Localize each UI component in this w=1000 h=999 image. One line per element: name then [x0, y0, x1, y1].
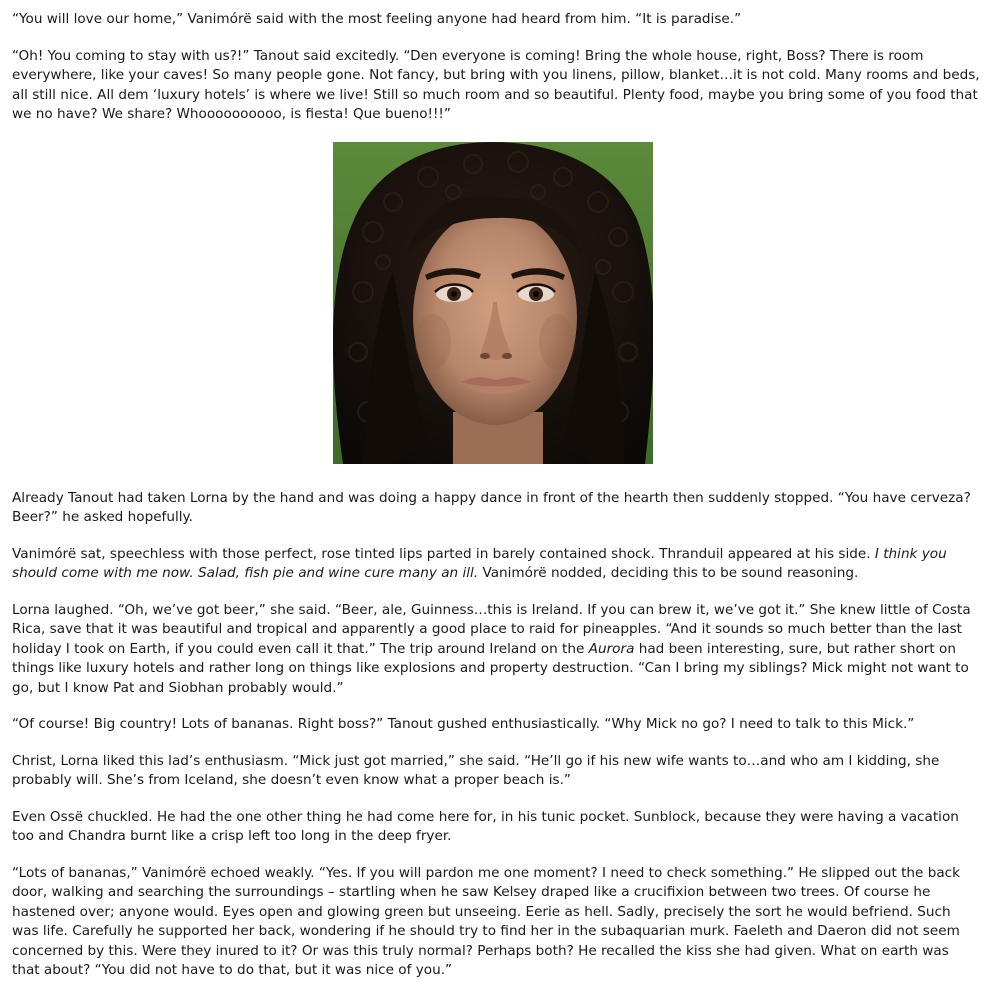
- paragraph-4-end: Vanimórë nodded, deciding this to be sound reasoning.: [478, 565, 859, 581]
- paragraph-2: “Oh! You coming to stay with us?!” Tanout said excitedly. “Den everyone is coming! Bring the whole house, right, Boss? There is room everywhere, like your caves! So many people gone. Not fancy, but bring with you linens, pillow, blanket…it is not cold. Many rooms and beds, all still nice. All dem ‘luxury hotels’ is where we live! Still so much room and so beautiful. Plenty food, maybe you bring some of you food that we no have? We share? Whoooooooooo, is fiesta! Que bueno!!!”: [12, 47, 980, 122]
- paragraph-3: Already Tanout had taken Lorna by the hand and was doing a happy dance in front of the hearth then suddenly stopped. “You have cerveza? Beer?” he asked hopefully.: [12, 489, 971, 525]
- portrait-illustration: [333, 142, 653, 464]
- paragraph-5-ship-name: Aurora: [588, 640, 635, 657]
- paragraph-4-start: Vanimórë sat, speechless with those perfect, rose tinted lips parted in barely contained shock. Thranduil appeared at his side.: [12, 545, 875, 562]
- paragraph-5-end: had been interesting, sure, but rather short on things like luxury hotels and rather long on things like explosions and property destruction. “Can I bring my siblings? Mick might not want to go, but I know Pat and Siobhan probably would.”: [12, 640, 969, 696]
- paragraph-7: Christ, Lorna liked this lad’s enthusiasm. “Mick just got married,” she said. “He’ll go if his new wife wants to…and who am I kidding, she probably will. She’s from Iceland, she doesn’t even know what a proper beach is.”: [12, 752, 940, 788]
- paragraph-4: [12, 545, 980, 584]
- story-text: [12, 10, 980, 998]
- paragraph-5-start: Lorna laughed. “Oh, we’ve got beer,” she said. “Beer, ale, Guinness…this is Ireland. If you can brew it, we’ve got it.” She knew little of Costa Rica, save that it was beautiful and tropical and apparently a good place to raid for pineapples. “And it sounds so much better than the last holiday I took on Earth, if you could even call it that.” The trip around Ireland on the: [12, 601, 971, 657]
- paragraph-6: “Of course! Big country! Lots of bananas. Right boss?” Tanout gushed enthusiastically. “Why Mick no go? I need to talk to this Mick.”: [12, 716, 915, 732]
- paragraph-9: “Lots of bananas,” Vanimórë echoed weakly. “Yes. If you will pardon me one moment? I need to check something.” He slipped out the back door, walking and searching the surroundings – startling when he saw Kelsey draped like a crucifixion between two trees. Of course he hastened over; anyone would. Eyes open and glowing green but unseeing. Eerie as hell. Sadly, precisely the sort he would befriend. Such was life. Carefully he supported her back, wondering if he should try to find her in the subaquarian murk. Faeleth and Daeron did not seem concerned by this. Were they inured to it? Or was this truly normal? Perhaps both? He recalled the kiss she had given. What on earth was that about? “You did not have to do that, but it was nice of you.”: [12, 864, 961, 978]
- paragraph-1: “You will love our home,” Vanimórë said with the most feeling anyone had heard from him. “It is paradise.”: [12, 11, 742, 27]
- portrait-image: [333, 142, 653, 464]
- paragraph-8: Even Ossë chuckled. He had the one other thing he had come here for, in his tunic pocket. Sunblock, because they were having a vacation too and Chandra burnt like a crisp left too long in the deep fryer.: [12, 808, 959, 844]
- paragraph-4-thought: I think you should come with me now. Salad, fish pie and wine cure many an ill.: [12, 545, 947, 581]
- paragraph-5: [12, 601, 980, 699]
